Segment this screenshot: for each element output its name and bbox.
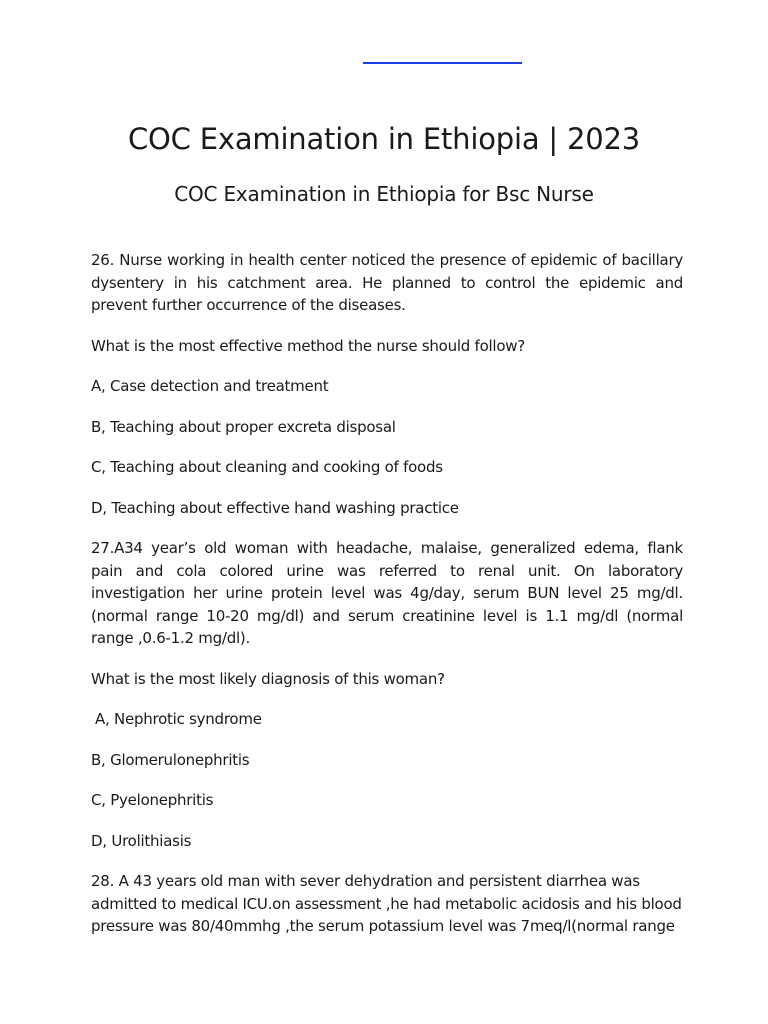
page-title: COC Examination in Ethiopia | 2023 — [128, 122, 640, 156]
question-28-stem: 28. A 43 years old man with sever dehydration and persistent diarrhea was admitted to medical ICU.on assessment ,he had metabolic acidosis and his blood pressure was 80/40mmhg ,the serum potassium level was 7meq/l(normal range — [91, 872, 682, 935]
top-link-underline[interactable] — [363, 62, 522, 64]
question-26-option-a: A, Case detection and treatment — [91, 377, 329, 395]
page-subtitle: COC Examination in Ethiopia for Bsc Nurse — [174, 182, 594, 206]
question-27-stem: 27.A34 year’s old woman with headache, malaise, generalized edema, flank pain and cola colored urine was referred to renal unit. On laboratory investigation her urine protein level was 4g/day, serum BUN level 25 mg/dl.(normal range 10-20 mg/dl) and serum creatinine level is 1.1 mg/dl (normal range ,0.6-1.2 mg/dl). — [91, 539, 683, 647]
question-26-stem: 26. Nurse working in health center noticed the presence of epidemic of bacillary dysentery in his catchment area. He planned to control the epidemic and prevent further occurrence of the diseases. — [91, 251, 683, 314]
question-27-option-b: B, Glomerulonephritis — [91, 750, 250, 769]
document-body — [91, 249, 683, 956]
question-26-option-b: B, Teaching about proper excreta disposal — [91, 417, 396, 436]
question-26-prompt: What is the most effective method the nurse should follow? — [91, 336, 525, 355]
question-26-option-c: C, Teaching about cleaning and cooking of foods — [91, 458, 443, 476]
question-26-option-d: D, Teaching about effective hand washing practice — [91, 498, 459, 517]
question-27-option-d: D, Urolithiasis — [91, 831, 192, 850]
question-27-option-c: C, Pyelonephritis — [91, 791, 214, 809]
question-27-prompt: What is the most likely diagnosis of this woman? — [91, 669, 445, 688]
question-27-option-a: A, Nephrotic syndrome — [95, 710, 262, 728]
